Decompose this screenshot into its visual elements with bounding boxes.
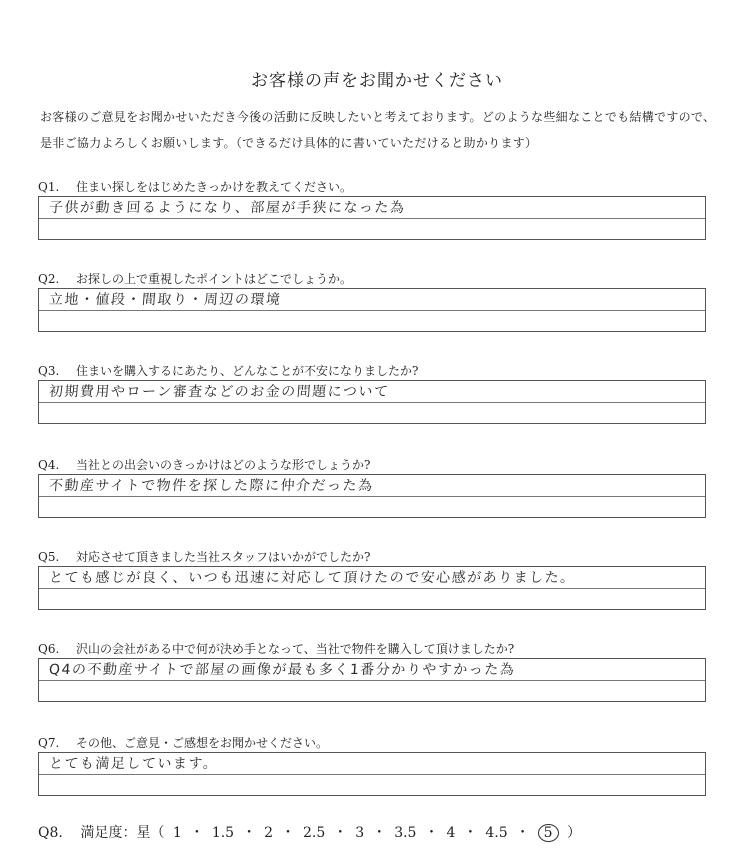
question-number: Q4. — [38, 458, 60, 472]
question-2 — [38, 270, 718, 332]
question-label — [38, 362, 718, 380]
handwritten-answer: Q4の不動産サイトで部屋の画像が最も多く1番分かりやすかった為 — [48, 662, 516, 678]
rating-separator: ・ — [424, 825, 439, 841]
question-text: お探しの上で重視したポイントはどこでしょうか。 — [76, 272, 353, 286]
rating-option: 2 — [264, 825, 274, 841]
rating-separator: ・ — [463, 825, 478, 841]
question-text: 対応させて頂きました当社スタッフはいかがでしたか? — [76, 550, 371, 564]
answer-box — [38, 196, 706, 240]
rating-separator: ・ — [333, 825, 348, 841]
rating-option-selected: 5 — [538, 824, 559, 842]
rating-close: ） — [567, 825, 582, 841]
question-number: Q3. — [38, 364, 60, 378]
question-3 — [38, 362, 718, 424]
answer-line-divider — [39, 310, 705, 311]
rating-separator: ・ — [242, 825, 257, 841]
question-7 — [38, 734, 718, 796]
answer-box — [38, 288, 706, 332]
answer-box — [38, 474, 706, 518]
question-label — [38, 640, 718, 658]
rating-label: 満足度：星（ — [80, 825, 165, 841]
question-number: Q7. — [38, 736, 60, 750]
question-6 — [38, 640, 718, 702]
answer-line-divider — [39, 496, 705, 497]
rating-option: 1 — [172, 825, 182, 841]
rating-option: 3 — [355, 825, 365, 841]
answer-line-divider — [39, 680, 705, 681]
handwritten-answer: 子供が動き回るようになり、部屋が手狭になった為 — [48, 200, 407, 216]
question-5 — [38, 548, 718, 610]
intro-text: お客様のご意見をお聞かせいただき今後の活動に反映したいと考えております。どのような些細なことでも結構ですので、是非ご協力よろしくお願いします。（できるだけ具体的に書いていただけると助かります） — [40, 110, 716, 150]
question-number: Q5. — [38, 550, 60, 564]
rating-number: Q8. — [38, 825, 63, 841]
answer-line-divider — [39, 774, 705, 775]
rating-option: 3.5 — [394, 825, 417, 841]
question-1 — [38, 178, 718, 240]
question-number: Q2. — [38, 272, 60, 286]
question-text: 沢山の会社がある中で何が決め手となって、当社で物件を購入して頂けましたか? — [76, 642, 515, 656]
rating-option: 2.5 — [303, 825, 326, 841]
rating-options — [169, 825, 563, 841]
question-text: 当社との出会いのきっかけはどのような形でしょうか? — [76, 458, 371, 472]
question-text: 住まい探しをはじめたきっかけを教えてください。 — [76, 180, 353, 194]
question-label — [38, 734, 718, 752]
page-title: お客様の声をお聞かせください — [251, 71, 503, 91]
question-label — [38, 456, 718, 474]
rating-option: 4 — [446, 825, 456, 841]
answer-box — [38, 658, 706, 702]
handwritten-answer: 不動産サイトで物件を探した際に仲介だった為 — [48, 478, 375, 494]
question-label — [38, 548, 718, 566]
rating-option: 4.5 — [485, 825, 508, 841]
handwritten-answer: 初期費用やローン審査などのお金の問題について — [48, 384, 390, 400]
rating-row — [38, 822, 581, 842]
question-label — [38, 270, 718, 288]
answer-line-divider — [39, 402, 705, 403]
question-text: 住まいを購入するにあたり、どんなことが不安になりましたか? — [76, 364, 419, 378]
answer-line-divider — [39, 218, 705, 219]
question-number: Q1. — [38, 180, 60, 194]
rating-separator: ・ — [281, 825, 296, 841]
question-label — [38, 178, 718, 196]
answer-box — [38, 380, 706, 424]
handwritten-answer: とても満足しています。 — [48, 756, 219, 772]
rating-separator: ・ — [515, 825, 530, 841]
answer-line-divider — [39, 588, 705, 589]
answer-box — [38, 752, 706, 796]
answer-box — [38, 566, 706, 610]
handwritten-answer: とても感じが良く、いつも迅速に対応して頂けたので安心感がありました。 — [48, 570, 577, 586]
question-number: Q6. — [38, 642, 60, 656]
handwritten-answer: 立地・値段・間取り・周辺の環境 — [48, 292, 283, 308]
question-text: その他、ご意見・ご感想をお聞かせください。 — [76, 736, 329, 750]
rating-separator: ・ — [372, 825, 387, 841]
rating-option: 1.5 — [211, 825, 235, 841]
question-4 — [38, 456, 718, 518]
rating-separator: ・ — [189, 825, 204, 841]
